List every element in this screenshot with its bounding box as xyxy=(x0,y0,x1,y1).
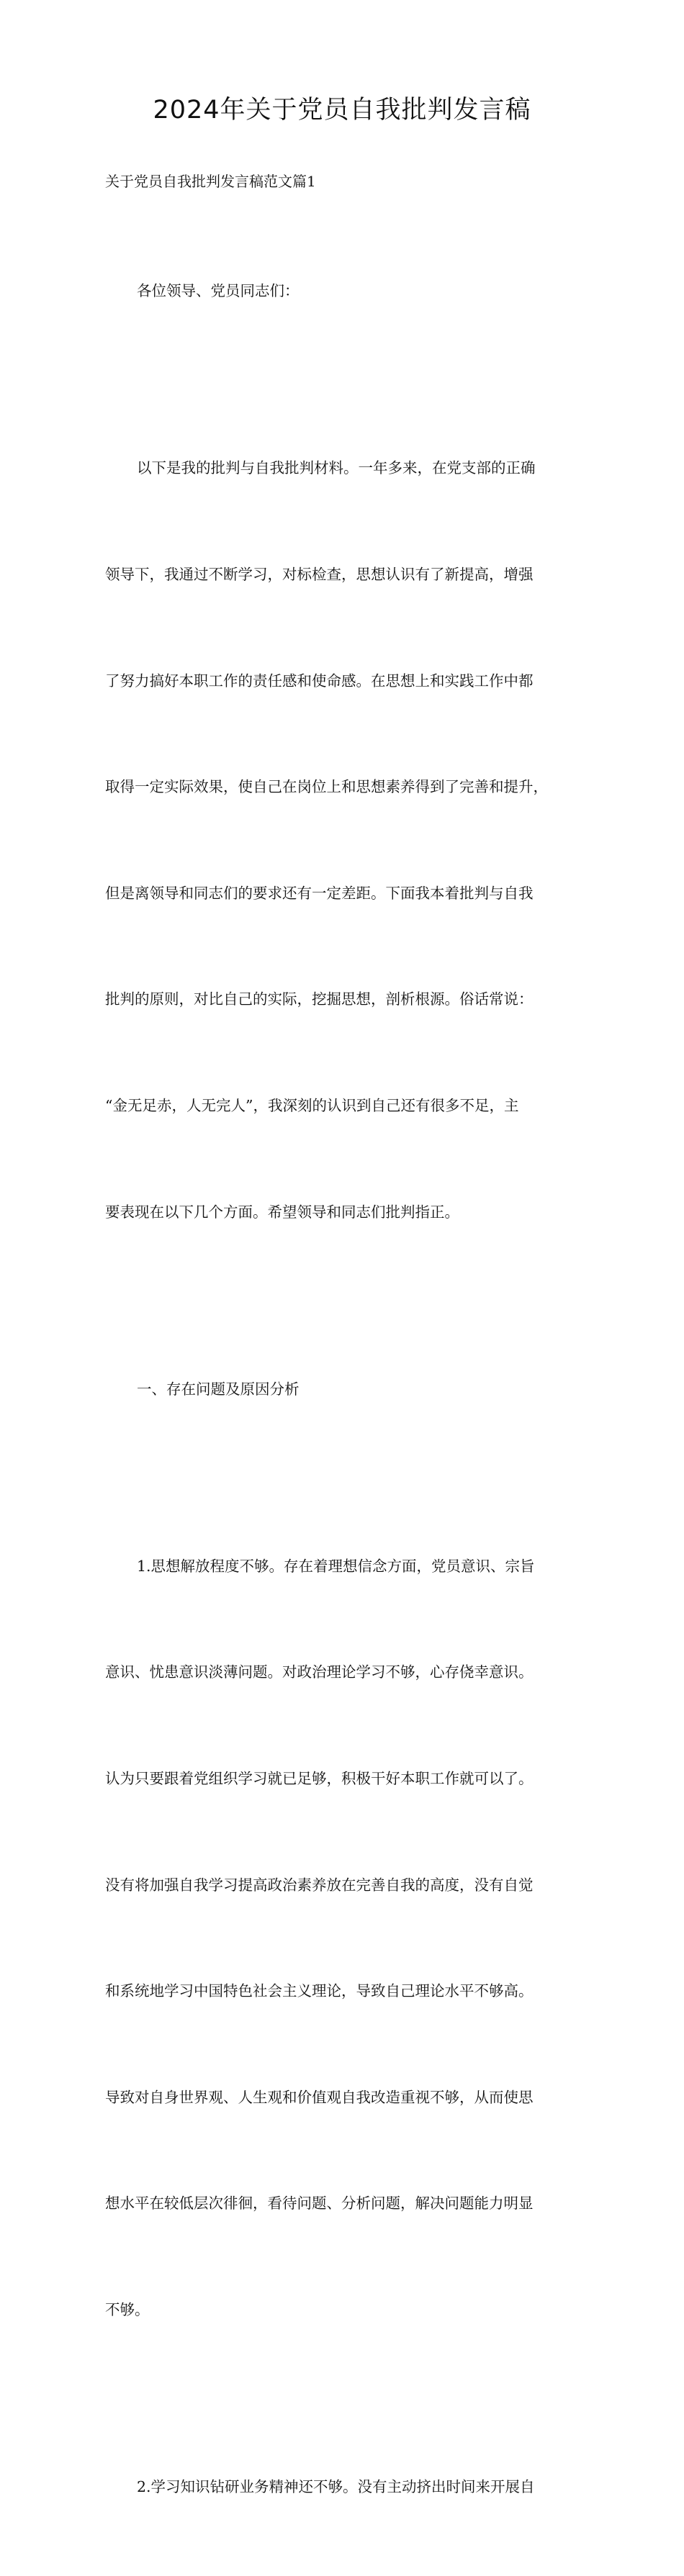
text-line: “金无足赤，人无完人”，我深刻的认识到自己还有很多不足，主 xyxy=(105,1097,519,1115)
text-line: 取得一定实际效果，使自己在岗位上和思想素养得到了完善和提升， xyxy=(105,778,548,796)
text-line: 一、存在问题及原因分析 xyxy=(137,1380,300,1398)
document-title: 2024年关于党员自我批判发言稿 xyxy=(153,96,531,125)
text-line: 批判的原则，对比自己的实际，挖掘思想，剖析根源。俗话常说： xyxy=(105,990,534,1008)
text-line: 和系统地学习中国特色社会主义理论，导致自己理论水平不够高。 xyxy=(105,1982,534,2000)
document-body xyxy=(105,203,586,2576)
text-line: 想水平在较低层次徘徊，看待问题、分析问题，解决问题能力明显 xyxy=(105,2195,534,2213)
text-line: 领导下，我通过不断学习，对标检查，思想认识有了新提高，增强 xyxy=(105,566,534,584)
text-line: 认为只要跟着党组织学习就已足够，积极干好本职工作就可以了。 xyxy=(105,1769,534,1787)
text-line: 导致对自身世界观、人生观和价值观自我改造重视不够，从而使思 xyxy=(105,2088,534,2106)
text-line: 2.学习知识钻研业务精神还不够。没有主动挤出时间来开展自 xyxy=(137,2478,535,2495)
text-line: 1.思想解放程度不够。存在着理想信念方面，党员意识、宗旨 xyxy=(137,1557,535,1575)
text-line: 不够。 xyxy=(105,2300,150,2318)
document-subtitle: 关于党员自我批判发言稿范文篇1 xyxy=(105,173,316,190)
paragraph-greeting xyxy=(105,203,586,380)
text-line: 要表现在以下几个方面。希望领导和同志们批判指正。 xyxy=(105,1203,459,1221)
text-line: 各位领导、党员同志们： xyxy=(137,282,300,300)
paragraph-point-2 xyxy=(105,2399,586,2576)
text-line: 了努力搞好本职工作的责任感和使命感。在思想上和实践工作中都 xyxy=(105,672,534,690)
section-heading xyxy=(105,1301,586,1478)
text-line: 意识、忧患意识淡薄问题。对政治理论学习不够，心存侥幸意识。 xyxy=(105,1663,534,1681)
paragraph-point-1 xyxy=(105,1478,586,2398)
text-line: 但是离领导和同志们的要求还有一定差距。下面我本着批判与自我 xyxy=(105,884,534,902)
text-line: 以下是我的批判与自我批判材料。一年多来，在党支部的正确 xyxy=(137,459,536,477)
paragraph-introduction xyxy=(105,380,586,1301)
text-line: 没有将加强自我学习提高政治素养放在完善自我的高度，没有自觉 xyxy=(105,1876,534,1894)
